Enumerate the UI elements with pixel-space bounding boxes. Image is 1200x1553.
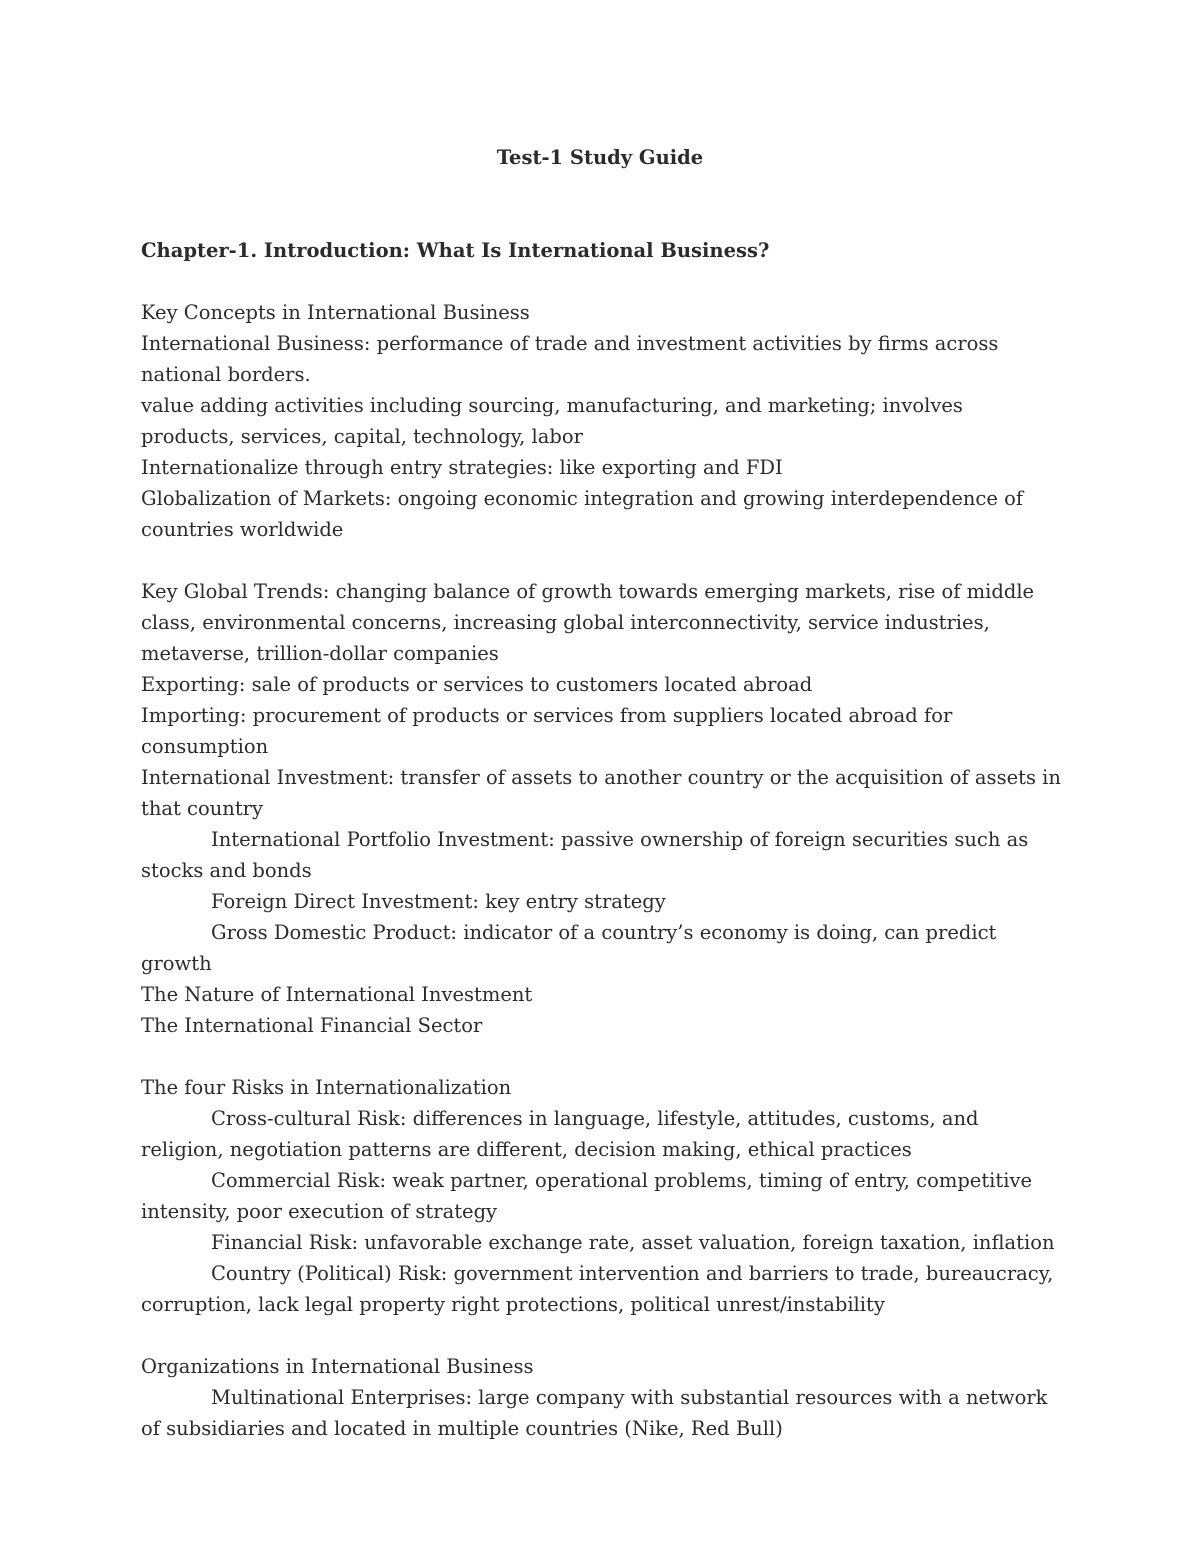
spacer: [141, 545, 1061, 576]
paragraph-global-trends: Key Global Trends: changing balance of growth towards emerging markets, rise of middle class, environmental concerns, increasing global interconnectivity, service industries, metaverse, trillion-dollar companies: [141, 580, 1035, 665]
document-body: [141, 235, 1061, 1444]
paragraph-globalization: Globalization of Markets: ongoing economic integration and growing interdependence of countries worldwide: [141, 487, 1024, 541]
paragraph-commercial-risk: Commercial Risk: weak partner, operational problems, timing of entry, competitive intensity, poor execution of strategy: [141, 1169, 1033, 1223]
spacer: [141, 266, 1061, 297]
paragraph-financial-risk: Financial Risk: unfavorable exchange rate, asset valuation, foreign taxation, inflation: [211, 1231, 1055, 1254]
paragraph-cross-cultural-risk: Cross-cultural Risk: differences in language, lifestyle, attitudes, customs, and religion, negotiation patterns are different, decision making, ethical practices: [141, 1107, 979, 1161]
chapter-heading: Chapter-1. Introduction: What Is International Business?: [141, 239, 770, 262]
paragraph-portfolio-investment: International Portfolio Investment: passive ownership of foreign securities such as stocks and bonds: [141, 828, 1029, 882]
section-heading-four-risks: The four Risks in Internationalization: [141, 1076, 512, 1099]
section-heading-key-concepts: Key Concepts in International Business: [141, 301, 530, 324]
document-title: Test-1 Study Guide: [496, 146, 704, 169]
paragraph-value-adding: value adding activities including sourcing, manufacturing, and marketing; involves products, services, capital, technology, labor: [141, 394, 963, 448]
paragraph-internationalize: Internationalize through entry strategies: like exporting and FDI: [141, 456, 783, 479]
paragraph-fdi: Foreign Direct Investment: key entry strategy: [211, 890, 666, 913]
paragraph-multinational-enterprises: Multinational Enterprises: large company with substantial resources with a network of subsidiaries and located in multiple countries (Nike, Red Bull): [141, 1386, 1048, 1440]
spacer: [141, 1320, 1061, 1351]
section-heading-organizations: Organizations in International Business: [141, 1355, 534, 1378]
paragraph-gdp: Gross Domestic Product: indicator of a country’s economy is doing, can predict growth: [141, 921, 997, 975]
paragraph-financial-sector: The International Financial Sector: [141, 1014, 483, 1037]
paragraph-country-risk: Country (Political) Risk: government intervention and barriers to trade, bureaucracy, corruption, lack legal property right protections, political unrest/instability: [141, 1262, 1054, 1316]
paragraph-nature-of-investment: The Nature of International Investment: [141, 983, 533, 1006]
paragraph-exporting: Exporting: sale of products or services to customers located abroad: [141, 673, 813, 696]
paragraph-importing: Importing: procurement of products or services from suppliers located abroad for consumption: [141, 704, 953, 758]
paragraph-international-investment: International Investment: transfer of assets to another country or the acquisition of assets in that country: [141, 766, 1061, 820]
spacer: [141, 1041, 1061, 1072]
paragraph-international-business: International Business: performance of trade and investment activities by firms across national borders.: [141, 332, 999, 386]
